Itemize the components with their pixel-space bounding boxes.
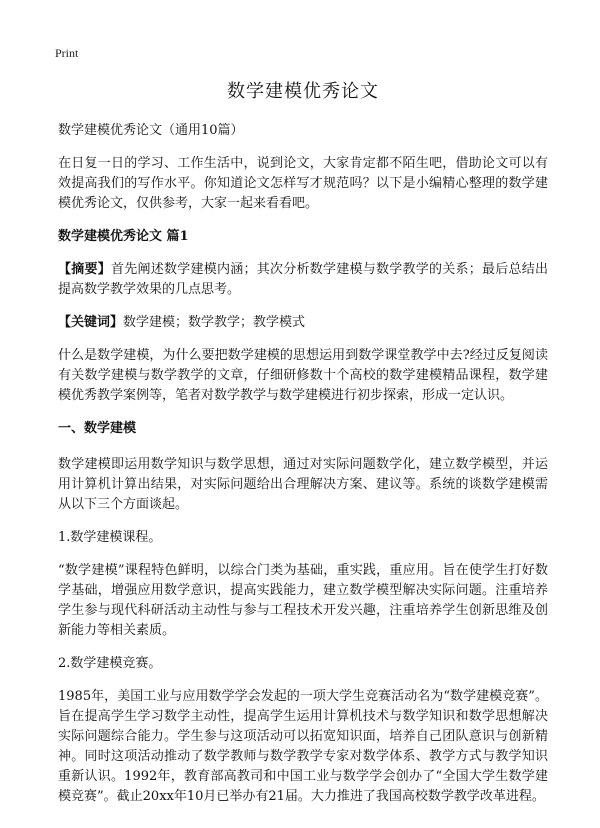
keywords-text: 数学建模；数学教学；教学模式 [123,315,306,330]
what-is-modeling-paragraph: 什么是数学建模，为什么要把数学建模的思想运用到数学课堂教学中去?经过反复阅读有关数学建模与数学教学的文章，仔细研修数十个高校的数学建模精品课程，数学建模优秀教学案例等，笔者对数学教学与数学建模进行初步探索，形成一定认识。 [58,348,548,403]
modeling-paragraph: 数学建模即运用数学知识与数学思想，通过对实际问题数学化，建立数学模型，并运用计算机计算出结果，对实际问题给出合理解决方案、建议等。系统的谈数学建模需从以下三个方面谈起。 [58,457,548,512]
subheading-course: 1.数学建模课程。 [58,530,162,545]
course-paragraph: “数学建模”课程特色鲜明，以综合门类为基础，重实践，重应用。旨在使学生打好数学基础，增强应用数学意识，提高实践能力，建立数学模型解决实际问题。注重培养学生参与现代科研活动主动性与参与工程技术开发兴趣，注重培养学生创新思维及创新能力等相关素质。 [58,563,548,638]
article-body [58,80,548,820]
section-title: 数学建模优秀论文 篇1 [58,229,189,244]
keywords-paragraph [58,313,548,333]
print-label: Print [55,46,79,60]
abstract-label: 【摘要】 [58,262,111,277]
document-subtitle: 数学建模优秀论文（通用10篇） [58,123,244,138]
intro-paragraph: 在日复一日的学习、工作生活中，说到论文，大家肯定都不陌生吧，借助论文可以有效提高我们的写作水平。你知道论文怎样写才规范吗？以下是小编精心整理的数学建模优秀论文，仅供参考，大家一起来看看吧。 [58,156,548,211]
keywords-label: 【关键词】 [58,315,124,330]
subheading-contest: 2.数学建模竞赛。 [58,656,162,671]
page-title: 数学建模优秀论文 [227,81,379,102]
section-heading-1: 一、数学建模 [58,421,137,436]
abstract-text: 首先阐述数学建模内涵；其次分析数学建模与数学教学的关系；最后总结出提高数学教学效果的几点思考。 [58,262,548,297]
abstract-paragraph [58,260,548,300]
contest-paragraph: 1985年，美国工业与应用数学学会发起的一项大学生竞赛活动名为“数学建模竞赛”。旨在提高学生学习数学主动性，提高学生运用计算机技术与数学知识和数学思想解决实际问题综合能力。学生参与这项活动可以拓宽知识面，培养自己团队意识与创新精神。同时这项活动推动了数学教师与数学教学专家对数学体系、教学方式与教学知识重新认识。1992年，教育部高教司和中国工业与数学学会创办了“全国大学生数学建模竞赛”。截止20xx年10月已举办有21届。大力推进了我国高校数学教学改革进程。 [58,689,548,804]
